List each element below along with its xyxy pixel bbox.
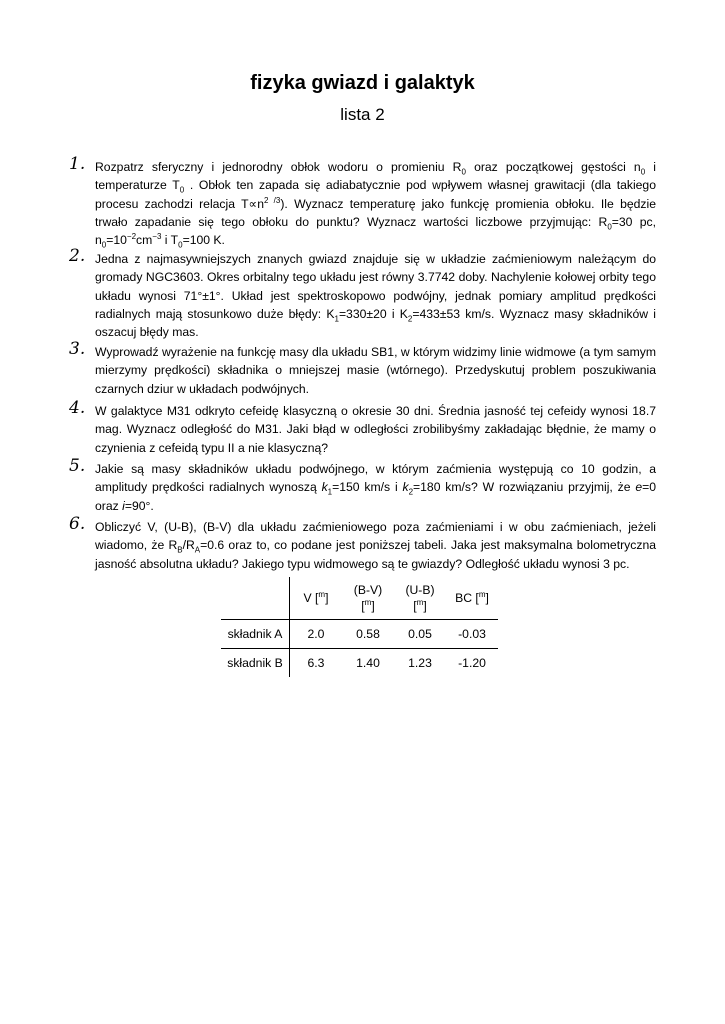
header-v <box>290 577 343 620</box>
header-u-b <box>394 577 446 620</box>
problem-text: =30 pc, n <box>95 214 656 248</box>
header-text: [ <box>413 599 417 613</box>
superscript: −3 <box>152 232 162 242</box>
subscript: 0 <box>178 240 183 250</box>
subscript: 2 <box>408 487 414 497</box>
problem-text: /R <box>182 538 195 553</box>
table-cell: 1.40 <box>356 656 380 670</box>
problem-text: Rozpatrz sferyczny i jednorodny obłok wodoru o promieniu R <box>95 160 462 174</box>
header-text: ] <box>325 591 329 605</box>
header-text: BC [ <box>455 591 479 605</box>
problem-number: 3 . <box>69 340 85 358</box>
problem-text: cm <box>136 233 153 248</box>
problem-text: =90°. <box>124 498 154 513</box>
table-cell: 6.3 <box>290 649 343 678</box>
problem-6 <box>69 514 656 573</box>
problem-text: =180 km/s? W rozwiązaniu przyjmij, że <box>413 480 636 495</box>
problem-2 <box>69 246 656 341</box>
table-row <box>221 649 498 678</box>
header-bc <box>446 577 498 620</box>
table-cell: -0.03 <box>446 620 498 649</box>
italic-symbol: e <box>635 480 643 495</box>
problem-text: Jakie są masy składników układu podwójnego, w którym zaćmienia występują co 10 godzin, a amplitudy prędkości radialnych wynoszą <box>95 462 656 495</box>
superscript: m <box>478 589 486 599</box>
problem-text: ). Wyznacz temperaturę jako funkcję promienia obłoku. Ile będzie trwało zapadanie się tego obłoku do punktu? Wyznacz wartości liczbowe przyjmując: R <box>95 196 657 229</box>
page-title: fizyka gwiazd i galaktyk <box>250 72 475 94</box>
problem-number: 5 . <box>69 457 85 475</box>
subscript: 2 <box>407 314 413 324</box>
subscript: B <box>177 545 183 555</box>
table-cell: 0.58 <box>342 620 394 649</box>
table-cell: -1.20 <box>458 656 486 670</box>
page-subtitle: lista 2 <box>340 105 385 124</box>
header-text: [ <box>361 599 365 613</box>
superscript: m <box>364 597 372 607</box>
problem-text: =330±20 i K <box>338 306 408 321</box>
italic-symbol: i <box>122 498 125 513</box>
table-cell: 0.05 <box>394 620 446 649</box>
superscript: m <box>318 589 326 599</box>
problem-text: =10 <box>106 233 127 248</box>
superscript: 2 /3 <box>264 195 281 205</box>
problem-number: 4 . <box>69 399 85 417</box>
subscript: A <box>194 545 201 555</box>
italic-symbol: k <box>321 480 328 495</box>
problem-3 <box>69 339 656 398</box>
problem-4 <box>69 398 656 457</box>
table-corner-cell <box>221 577 290 620</box>
problem-text: . Obłok ten zapada się adiabatycznie pod wpływem własnej grawitacji (dla takiego procesu zachodzi relacja T∝n <box>95 178 656 211</box>
header-text: ] <box>485 591 489 605</box>
header-text: V [ <box>303 591 319 605</box>
subscript: 0 <box>179 185 185 195</box>
subscript: 0 <box>640 167 646 177</box>
problem-number: 6 . <box>69 515 85 533</box>
table-cell: 2.0 <box>290 620 343 649</box>
subscript: 0 <box>101 240 107 250</box>
header-text: (B-V) <box>353 583 383 597</box>
table-header-row <box>221 577 498 620</box>
problem-text: Obliczyć V, (U-B), (B-V) dla układu zaćmieniowego poza zaćmieniami i w obu zaćmieniach, jeżeli wiadomo, że R <box>95 520 656 553</box>
italic-symbol: k <box>402 480 409 495</box>
row-label: składnik B <box>227 656 283 670</box>
problem-number: 2 . <box>69 247 85 265</box>
problem-text: =150 km/s i <box>332 480 403 495</box>
problem-text: Wyprowadź wyrażenie na funkcję masy dla układu SB1, w którym widzimy linie widmowe (a tym samym mierzymy prędkości) składnika o mniejszej masie (wtórnego). Przedyskutuj problem poszukiwania czarnych dziur w układach podwójnych. <box>95 345 656 396</box>
subscript: 0 <box>461 167 466 177</box>
table-row <box>221 620 498 649</box>
problem-5 <box>69 456 657 515</box>
problem-text: =433±53 km/s. Wyznacz masy składników i oszacuj błędy mas. <box>95 306 656 340</box>
problem-1 <box>69 154 657 250</box>
problem-text: W galaktyce M31 odkryto cefeidę klasyczną o okresie 30 dni. Średnia jasność tej cefeidy wynosi 18.7 mag. Wyznacz odległość do M31. Jaki błąd w odległości zrobilibyśmy zakładając błędnie, że mamy o czynienia z cefeidą typu II a nie klasyczną? <box>95 404 656 455</box>
subscript: 1 <box>327 487 333 497</box>
superscript: −2 <box>126 232 137 242</box>
subscript: 0 <box>607 222 612 232</box>
problem-text: =0 oraz <box>95 480 657 513</box>
problem-text: Jedna z najmasywniejszych znanych gwiazd znajduje się w układzie zaćmieniowym należącym do gromady NGC3603. Okres orbitalny tego układu jest równy 3.7742 doby. Nachylenie kołowej orbity tego układu wynosi 71°±1°. Układ jest spektroskopowo podwójny, jednak pomiary amplitud prędkości radialnych mają stosunkowo duże błędy: K <box>95 252 656 321</box>
magnitudes-table <box>221 577 498 677</box>
problem-text: =0.6 oraz to, co podane jest poniższej tabeli. Jaka jest maksymalna bolometryczna jasność absolutna układu? Jakiego typu widmowego są te gwiazdy? Odległość układu wynosi 3 pc. <box>95 538 656 571</box>
subscript: 1 <box>334 314 339 324</box>
problem-text: i temperaturze T <box>95 160 657 193</box>
header-text: ] <box>423 599 427 613</box>
header-text: (U-B) <box>405 583 435 597</box>
superscript: m <box>416 597 424 607</box>
header-text: ] <box>371 599 375 613</box>
problem-text: oraz początkowej gęstości n <box>465 160 641 174</box>
header-b-v <box>342 577 394 620</box>
row-label: składnik A <box>221 620 290 649</box>
problem-number: 1 . <box>69 155 85 173</box>
problem-text: =100 K. <box>182 233 225 248</box>
problem-text: i T <box>161 233 179 248</box>
table-cell: 1.23 <box>408 656 432 670</box>
